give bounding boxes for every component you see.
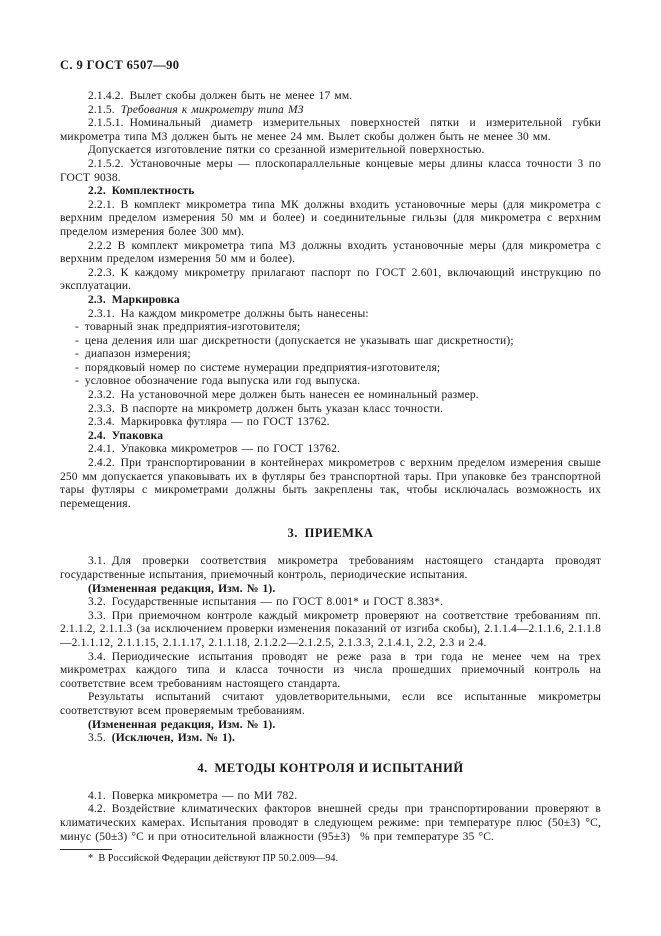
clause-2.4.1: 2.4.1. Упаковка микрометров — по ГОСТ 13762. — [88, 443, 340, 456]
clause-2.1.5 — [60, 104, 601, 118]
clause-2.1.5.1: 2.1.5.1. Номинальный диаметр измерительных поверхностей пятки и измерительной губки микрометра типа МЗ должен быть не менее 24 мм. Вылет скобы должен быть не менее 30 мм. — [60, 117, 601, 143]
clause-2.1.5.1-note: Допускается изготовление пятки со срезанной измерительной поверхностью. — [88, 144, 485, 157]
list-item: - порядковый номер по системе нумерации предприятия-изготовителя; — [75, 361, 441, 374]
section-heading-3: 3. ПРИЕМКА — [287, 526, 374, 541]
amendment-note: (Измененная редакция, Изм. № 1). — [88, 718, 276, 731]
clause-2.1.5.2: 2.1.5.2. Установочные меры — плоскопараллельные концевые меры длины класса точности 3 по ГОСТ 9038. — [60, 157, 601, 184]
amendment-note: (Измененная редакция, Изм. № 1). — [88, 582, 276, 595]
section-4-body — [60, 790, 601, 844]
footnote-text: * В Российской Федерации действуют ПР 50.2.009—94. — [88, 853, 339, 865]
clause-number: 3.5. — [88, 732, 106, 745]
clause-title: Требования к микрометру типа МЗ — [120, 103, 304, 116]
clause-2.3.1: 2.3.1. На каждом микрометре должны быть нанесены: — [88, 307, 369, 320]
clause-number: 2.1.5. — [88, 103, 115, 116]
clause-2.2.2: 2.2.2 В комплект микрометра типа МЗ должны входить установочные меры (для микрометра с верхним пределом измерения 50 мм и более). — [60, 239, 601, 266]
page-header: С. 9 ГОСТ 6507—90 — [60, 58, 180, 72]
clause-2.4.2: 2.4.2. При транспортировании в контейнерах микрометров с верхним пределом измерения свыше 250 мм допускается упаковывать их в футляры без транспортной тары. При упаковке без транспортной тары футляры с микрометрами должны быть закреплены так, чтобы исключалась возможность их перемещения. — [60, 457, 601, 510]
subsection-heading-2.2: 2.2. Комплектность — [88, 185, 195, 198]
clause-2.2.1: 2.2.1. В комплект микрометра типа МК должны входить установочные меры (для микрометра с верхним пределом измерения 50 мм и более) и соединительные гильзы (для микрометра с верхним пределом измерения более 300 мм). — [60, 198, 601, 238]
list-item: - цена деления или шаг дискретности (допускается не указывать шаг дискретности); — [75, 334, 514, 347]
clause-4.2: 4.2. Воздействие климатических факторов внешней среды при транспортировании проверяют в климатических камерах. Испытания проводят в следующем режиме: при температуре плюс (50±3) °С, минус (50±3) °С и при относительной влажности (95±3) % при температуре 35 °С. — [60, 803, 601, 843]
clause-3.2: 3.2. Государственные испытания — по ГОСТ 8.001* и ГОСТ 8.383*. — [88, 596, 444, 609]
footnote — [60, 849, 601, 866]
clause-2.3.4: 2.3.4. Маркировка футляра — по ГОСТ 13762. — [88, 416, 330, 429]
section-2-body — [60, 90, 601, 511]
list-item: - условное обозначение года выпуска или год выпуска. — [75, 375, 361, 388]
subsection-heading-2.4: 2.4. Упаковка — [88, 429, 164, 442]
clause-3.4: 3.4. Периодические испытания проводят не реже раза в три года не менее чем на трех микрометрах каждого типа и класса точности из числа прошедших приемочный контроль на соответствие всем требованиям настоящего стандарта. — [60, 650, 601, 690]
footnote-rule — [60, 849, 112, 850]
clause-2.3.3: 2.3.3. В паспорте на микрометр должен быть указан класс точности. — [88, 402, 444, 415]
list-item: - диапазон измерения; — [75, 348, 191, 361]
clause-3.3: 3.3. При приемочном контроле каждый микрометр проверяют на соответствие требованиям пп. 2.1.1.2, 2.1.1.3 (за исключением проверки изменения показаний от изгиба скобы), 2.1.1.4—2.1.1.6, 2.1.1.8—2.1.1.12, 2.1.1.15, 2.1.1.17, 2.1.1.18, 2.1.2.2—2.1.2.5, 2.1.3.3, 2.1.4.1, 2.2, 2.3 и 2.4. — [60, 609, 601, 649]
clause-3.5 — [60, 732, 601, 746]
excluded-note: (Исключен, Изм. № 1). — [111, 732, 236, 745]
list-item: - товарный знак предприятия-изготовителя; — [75, 321, 301, 334]
section-3-body — [60, 555, 601, 745]
clause-2.2.3: 2.2.3. К каждому микрометру прилагают паспорт по ГОСТ 2.601, включающий инструкцию по эксплуатации. — [60, 266, 601, 293]
clause-3.4-results: Результаты испытаний считают удовлетворительными, если все испытанные микрометры соответствуют всем проверяемым требованиям. — [60, 691, 601, 717]
clause-2.1.4.2: 2.1.4.2. Вылет скобы должен быть не менее 17 мм. — [88, 90, 353, 102]
clause-3.1: 3.1. Для проверки соответствия микрометра требованиям настоящего стандарта проводят государственные испытания, приемочный контроль, периодические испытания. — [60, 555, 601, 581]
clause-2.3.2: 2.3.2. На установочной мере должен быть нанесен ее номинальный размер. — [88, 389, 479, 402]
subsection-heading-2.3: 2.3. Маркировка — [88, 293, 180, 306]
clause-4.1: 4.1. Поверка микрометра — по МИ 782. — [88, 789, 298, 802]
section-heading-4: 4. МЕТОДЫ КОНТРОЛЯ И ИСПЫТАНИЙ — [197, 760, 464, 775]
